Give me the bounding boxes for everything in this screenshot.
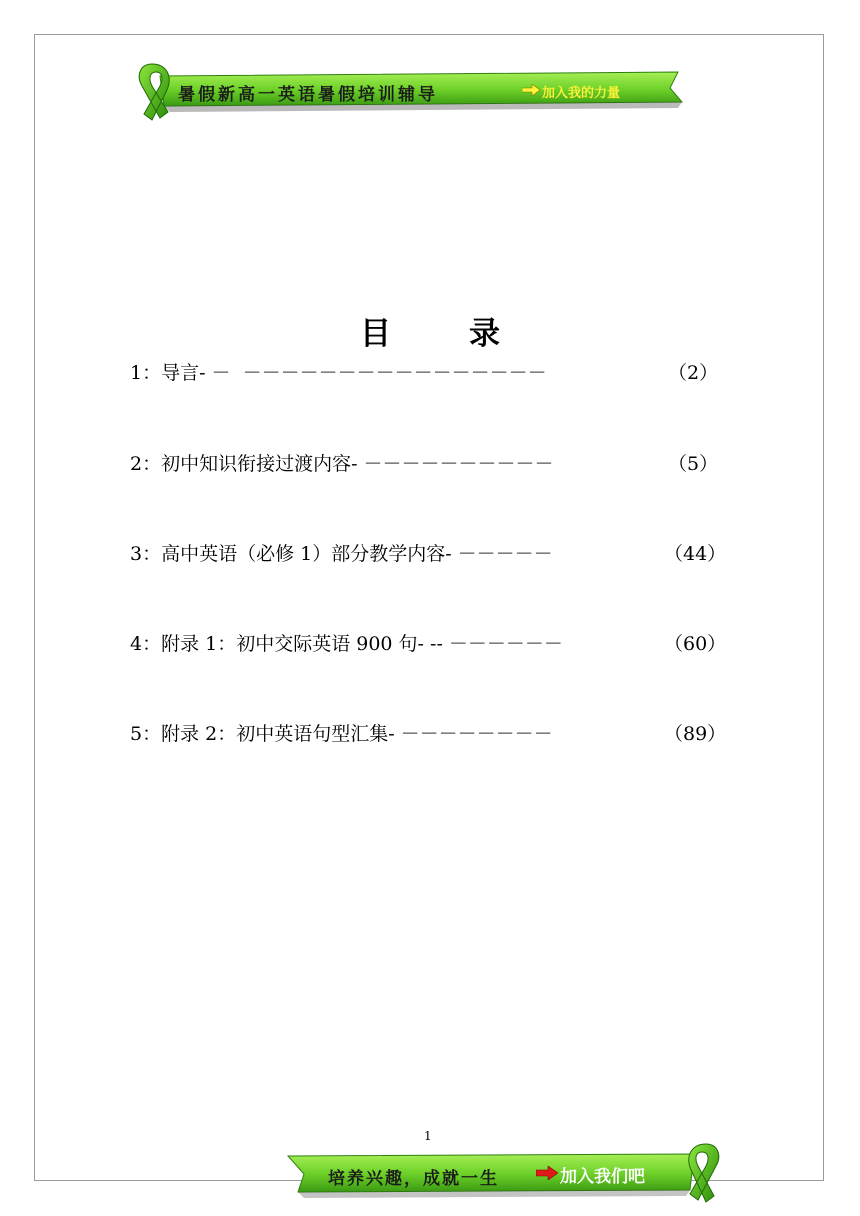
awareness-ribbon-icon: [680, 1142, 730, 1208]
footer-banner: [284, 1142, 730, 1208]
toc-page-3: （44）: [664, 543, 727, 565]
toc-page-1: （2）: [668, 362, 719, 384]
footer-slogan: 加入我们吧: [560, 1167, 645, 1187]
toc-page-2: （5）: [668, 453, 719, 475]
arrow-right-icon: [536, 1166, 558, 1180]
toc-title-char-1: 目: [360, 316, 391, 352]
arrow-right-icon: [522, 84, 540, 96]
header-slogan: 加入我的力量: [542, 86, 621, 101]
toc-entry-4: 4：附录 1：初中交际英语 900 句- -- －－－－－－: [130, 633, 563, 655]
page-number: 1: [424, 1129, 432, 1143]
header-banner-title: 暑假新高一英语暑假培训辅导: [178, 85, 438, 105]
toc-title-char-2: 录: [469, 316, 500, 352]
footer-banner-title: 培养兴趣，成就一生: [328, 1169, 499, 1189]
toc-entry-1: 1：导言- － －－－－－－－－－－－－－－－－: [130, 362, 547, 384]
toc-entry-5: 5：附录 2：初中英语句型汇集- －－－－－－－－: [130, 723, 553, 745]
toc-entry-3: 3：高中英语（必修 1）部分教学内容- －－－－－: [130, 543, 553, 565]
toc-page-5: （89）: [664, 723, 727, 745]
toc-title: [0, 308, 860, 353]
page-border: [34, 34, 824, 1181]
header-banner: [130, 62, 690, 124]
toc-page-4: （60）: [664, 633, 727, 655]
toc-entry-2: 2：初中知识衔接过渡内容- －－－－－－－－－－: [130, 453, 554, 475]
